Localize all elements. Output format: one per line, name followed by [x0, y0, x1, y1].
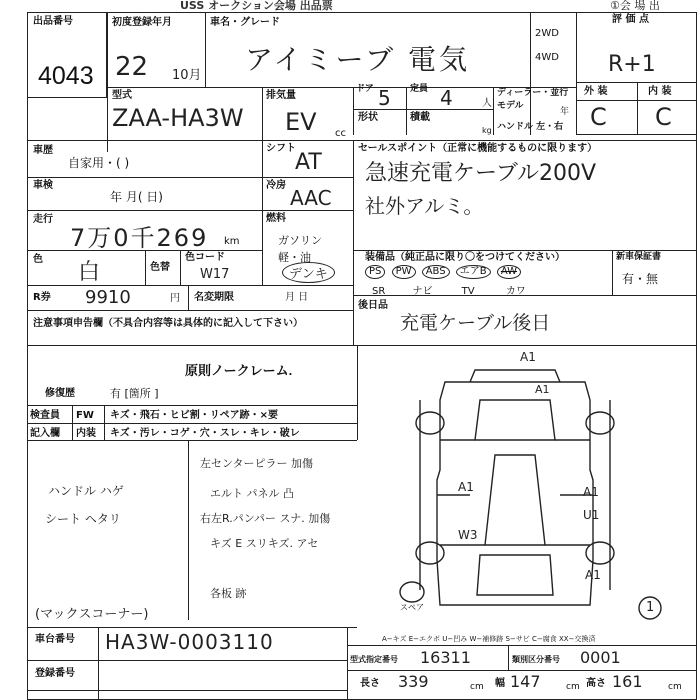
- equip-tv: TV: [461, 286, 475, 297]
- int-score: C: [655, 103, 672, 131]
- later-label: 後日品: [358, 300, 388, 311]
- height-label: 高さ: [586, 678, 606, 689]
- note-right-5: 各板 跡: [210, 587, 247, 600]
- divider: [27, 627, 357, 628]
- fuel-options: ガソリン 軽・油: [278, 234, 322, 264]
- handle-label: ハンドル 左・右: [497, 122, 564, 132]
- entry-label: 記入欄: [30, 428, 60, 439]
- mileage-label: 走行: [33, 214, 53, 225]
- damage-legend: A−キズ E−エクボ U−凹み W−補修跡 S−サビ C−腐食 XX−交換済: [382, 635, 596, 643]
- equip-ps: PS: [365, 265, 385, 279]
- width-label: 幅: [495, 678, 505, 689]
- recycle-unit: 円: [170, 293, 180, 304]
- chassis-value: HA3W-0003110: [105, 630, 274, 654]
- displacement-label: 排気量: [266, 90, 296, 101]
- note-right-2: エルト パネル 凸: [210, 487, 294, 500]
- height-unit: cm: [668, 682, 682, 692]
- recycle-label: R券: [33, 292, 51, 303]
- mark-top: A1: [520, 350, 536, 364]
- car-name: アイミーブ 電気: [245, 43, 470, 76]
- load-label: 積載: [410, 112, 430, 123]
- length-value: 339: [398, 672, 429, 691]
- venue-label: ①会 場 出: [610, 0, 660, 12]
- capacity-value: 4: [440, 86, 453, 110]
- chassis-label: 車台番号: [35, 634, 75, 645]
- ac-value: AAC: [290, 186, 332, 210]
- usage-value: 自家用・( ): [68, 156, 130, 170]
- recycle-value: 9910: [85, 287, 131, 308]
- equip-pw: PW: [392, 265, 416, 279]
- salespoint-line2: 社外アルミ。: [365, 194, 484, 218]
- model-value: ZAA-HA3W: [112, 104, 244, 132]
- fw-items: キズ・飛石・ヒビ割・リペア跡・×要: [110, 410, 278, 421]
- note-right-4: キズ E スリキズ. アセ: [210, 537, 319, 550]
- fw-label: FW: [76, 410, 94, 421]
- repair-label: 修復歴: [45, 388, 75, 399]
- class-label: 類別区分番号: [512, 655, 560, 664]
- divider: [347, 645, 697, 646]
- drive-4wd: 4WD: [535, 52, 559, 63]
- note-right-3: 右左R.パンパー スナ. 加傷: [200, 512, 331, 525]
- equip-aw: AW: [497, 265, 521, 279]
- drive-2wd: 2WD: [535, 28, 559, 39]
- int-row-label: 内装: [76, 428, 96, 439]
- repair-value: 有 [箇所 ]: [110, 387, 159, 400]
- equip-sr: SR: [372, 286, 386, 297]
- color-value: 白: [78, 260, 101, 285]
- load-unit: kg: [482, 126, 492, 135]
- warranty-label: 新車保証書: [616, 252, 662, 262]
- model-change-year: 年: [560, 107, 570, 117]
- equip-abs: ABS: [422, 265, 450, 279]
- notes-value: 原則ノークレーム.: [185, 363, 293, 378]
- note-right-1: 左センターピラー 加傷: [200, 457, 314, 470]
- mark-right: U1: [583, 508, 600, 522]
- reg-number-label: 登録番号: [35, 668, 75, 679]
- mark-right-top: A1: [583, 485, 599, 499]
- capacity-unit: 人: [482, 98, 492, 109]
- name-grade-label: 車名・グレード: [210, 17, 280, 28]
- inspector-label: 検査員: [30, 410, 60, 421]
- ac-label: 冷房: [266, 180, 286, 191]
- divider: [347, 670, 697, 671]
- note-left-2: シート ヘタリ: [45, 512, 121, 526]
- equip-label: 装備品（純正品に限り〇をつけてください）: [365, 252, 565, 263]
- equip-navi: ナビ: [412, 286, 433, 297]
- divider: [508, 645, 509, 670]
- form-top-title: USS オークション会場 出品票: [180, 0, 333, 12]
- displacement-value: EV: [285, 108, 317, 136]
- color-code-value: W17: [200, 267, 230, 282]
- eval-score: R+1: [608, 52, 656, 77]
- divider: [27, 690, 347, 691]
- mark-left: A1: [458, 480, 474, 494]
- door-value: 5: [378, 86, 391, 110]
- length-unit: cm: [470, 682, 484, 692]
- note-left-1: ハンドル ハゲ: [48, 484, 124, 498]
- lot-number: 4043: [38, 62, 94, 90]
- first-reg-era: 22: [115, 52, 149, 82]
- model-change-label: モデル: [497, 101, 524, 111]
- salespoint-line1: 急速充電ケーブル200V: [365, 161, 597, 186]
- shape-label: 形状: [358, 112, 378, 123]
- door-label: ドア: [356, 84, 374, 94]
- mileage-value: 7万0千269: [70, 224, 209, 252]
- mileage-unit: km: [224, 236, 240, 247]
- class-value: 0001: [580, 648, 621, 667]
- fuel-selected: デンキ: [282, 262, 335, 283]
- usage-label: 車歴: [33, 145, 53, 156]
- reg-change-label: 名変期限: [194, 292, 234, 303]
- notes-label: 注意事項申告欄（不具合内容等は具体的に記入して下さい）: [33, 318, 303, 329]
- lot-number-label: 出品番号: [33, 16, 73, 27]
- reg-change-value: 月 日: [285, 292, 309, 303]
- first-reg-month: 10月: [172, 68, 202, 83]
- warranty-value: 有・無: [622, 272, 659, 286]
- inspection-label: 車検: [33, 180, 53, 191]
- model-spec-value: 16311: [420, 648, 471, 667]
- first-reg-label: 初度登録年月: [112, 17, 172, 28]
- shift-label: シフト: [266, 143, 296, 154]
- eval-label: 評 価 点: [612, 14, 649, 25]
- mark-top-2: A1: [535, 383, 550, 396]
- divider: [347, 627, 348, 700]
- ext-label: 外 装: [584, 86, 608, 97]
- shift-value: AT: [295, 150, 322, 175]
- later-value: 充電ケーブル後日: [400, 312, 551, 334]
- ext-score: C: [590, 103, 607, 131]
- color-change-label: 色替: [150, 262, 170, 273]
- capacity-label: 定員: [410, 84, 429, 94]
- divider: [27, 660, 347, 661]
- salespoint-label: セールスポイント（正常に機能するものに限ります）: [358, 143, 598, 154]
- model-label: 型式: [112, 90, 132, 101]
- height-value: 161: [612, 672, 643, 691]
- int-items: キズ・汚レ・コゲ・穴・スレ・キレ・破レ: [110, 428, 300, 439]
- equip-leather: カワ: [505, 286, 526, 297]
- color-label: 色: [33, 254, 43, 265]
- int-label: 内 装: [648, 86, 672, 97]
- circle-number: 1: [646, 600, 655, 615]
- max-corner: (マックスコーナー): [35, 607, 149, 622]
- mark-bottom-right: A1: [585, 568, 601, 582]
- dealer-label: ディーラー・並行: [497, 88, 569, 98]
- fuel-label: 燃料: [266, 213, 286, 224]
- length-label: 長さ: [360, 678, 380, 689]
- inspection-value: 年 月( 日): [110, 190, 163, 204]
- width-value: 147: [510, 672, 541, 691]
- spare-label: スペア: [400, 603, 424, 612]
- displacement-unit: cc: [335, 128, 346, 139]
- mark-center: W3: [458, 528, 478, 542]
- equip-airbag: エアB: [456, 265, 491, 279]
- color-code-label: 色コード: [185, 252, 225, 263]
- model-spec-label: 型式指定番号: [350, 655, 398, 664]
- width-unit: cm: [566, 682, 580, 692]
